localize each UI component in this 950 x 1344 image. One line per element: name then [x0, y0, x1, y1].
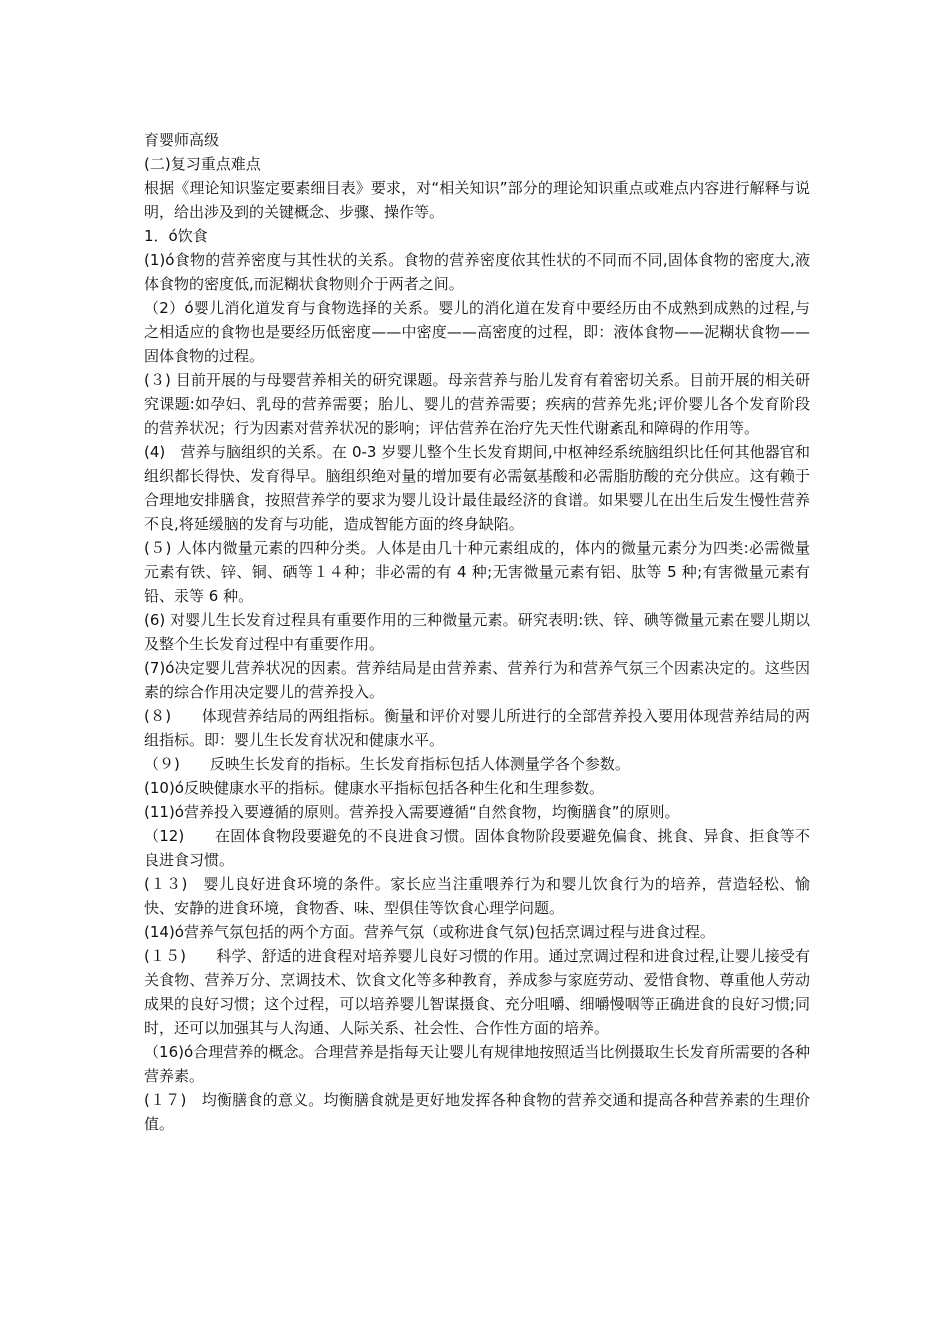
list-item: (８) 体现营养结局的两组指标。衡量和评价对婴儿所进行的全部营养投入要用体现营养结局的两组指标。即：婴儿生长发育状况和健康水平。 — [144, 707, 810, 749]
subsection-heading: 1．ó饮食 — [144, 227, 208, 245]
document-page — [144, 128, 810, 1136]
list-item: (１５) 科学、舒适的进食程对培养婴儿良好习惯的作用。通过烹调过程和进食过程,让婴儿接受有关食物、营养万分、烹调技术、饮食文化等多种教育，养成参与家庭劳动、爱惜食物、尊重他人劳动成果的良好习惯；这个过程，可以培养婴儿智谋摄食、充分咀嚼、细嚼慢咽等正确进食的良好习惯;同时，还可以加强其与人沟通、人际关系、社会性、合作性方面的培养。 — [144, 947, 810, 1037]
list-item: (14)ó营养气氛包括的两个方面。营养气氛（或称进食气氛)包括烹调过程与进食过程。 — [144, 923, 715, 941]
list-item: (6) 对婴儿生长发育过程具有重要作用的三种微量元素。研究表明:铁、锌、碘等微量元素在婴儿期以及整个生长发育过程中有重要作用。 — [144, 611, 810, 653]
list-item: （９) 反映生长发育的指标。生长发育指标包括人体测量学各个参数。 — [144, 755, 630, 773]
list-item: (１７) 均衡膳食的意义。均衡膳食就是更好地发挥各种食物的营养交通和提高各种营养素的生理价值。 — [144, 1091, 810, 1133]
list-item: (10)ó反映健康水平的指标。健康水平指标包括各种生化和生理参数。 — [144, 779, 604, 797]
list-item: （2）ó婴儿消化道发育与食物选择的关系。婴儿的消化道在发育中要经历由不成熟到成熟的过程,与之相适应的食物也是要经历低密度——中密度——高密度的过程，即：液体食物——泥糊状食物——固体食物的过程。 — [144, 299, 810, 365]
list-item: （16)ó合理营养的概念。合理营养是指每天让婴儿有规律地按照适当比例摄取生长发育所需要的各种营养素。 — [144, 1043, 810, 1085]
intro-paragraph: 根据《理论知识鉴定要素细目表》要求，对“相关知识”部分的理论知识重点或难点内容进行解释与说明，给出涉及到的关键概念、步骤、操作等。 — [144, 179, 810, 221]
list-item: (11)ó营养投入要遵循的原则。营养投入需要遵循“自然食物，均衡膳食”的原则。 — [144, 803, 680, 821]
list-item: (３) 目前开展的与母婴营养相关的研究课题。母亲营养与胎儿发育有着密切关系。目前开展的相关研究课题:如孕妇、乳母的营养需要；胎儿、婴儿的营养需要；疾病的营养先兆;评价婴儿各个发育阶段的营养状况；行为因素对营养状况的影响；评估营养在治疗先天性代谢紊乱和障碍的作用等。 — [144, 371, 810, 437]
section-heading: (二)复习重点难点 — [144, 155, 261, 173]
document-title: 育婴师高级 — [144, 131, 220, 149]
list-item: (1)ó食物的营养密度与其性状的关系。食物的营养密度依其性状的不同而不同,固体食物的密度大,液体食物的密度低,而泥糊状食物则介于两者之间。 — [144, 251, 810, 293]
list-item: (7)ó决定婴儿营养状况的因素。营养结局是由营养素、营养行为和营养气氛三个因素决定的。这些因素的综合作用决定婴儿的营养投入。 — [144, 659, 810, 701]
list-item: （12) 在固体食物段要避免的不良进食习惯。固体食物阶段要避免偏食、挑食、异食、拒食等不良进食习惯。 — [144, 827, 810, 869]
list-item: (4) 营养与脑组织的关系。在 0-3 岁婴儿整个生长发育期间,中枢神经系统脑组织比任何其他器官和组织都长得快、发育得早。脑组织绝对量的增加要有必需氨基酸和必需脂肪酸的充分供应。这有赖于合理地安排膳食，按照营养学的要求为婴儿设计最佳最经济的食谱。如果婴儿在出生后发生慢性营养不良,将延缓脑的发育与功能，造成智能方面的终身缺陷。 — [144, 443, 810, 533]
list-item: (１３) 婴儿良好进食环境的条件。家长应当注重喂养行为和婴儿饮食行为的培养，营造轻松、愉快、安静的进食环境，食物香、味、型俱佳等饮食心理学问题。 — [144, 875, 810, 917]
list-item: (５) 人体内微量元素的四种分类。人体是由几十种元素组成的，体内的微量元素分为四类:必需微量元素有铁、锌、铜、硒等１４种；非必需的有 4 种;无害微量元素有铝、肽等 5 种;有害微量元素有铅、汞等 6 种。 — [144, 539, 810, 605]
